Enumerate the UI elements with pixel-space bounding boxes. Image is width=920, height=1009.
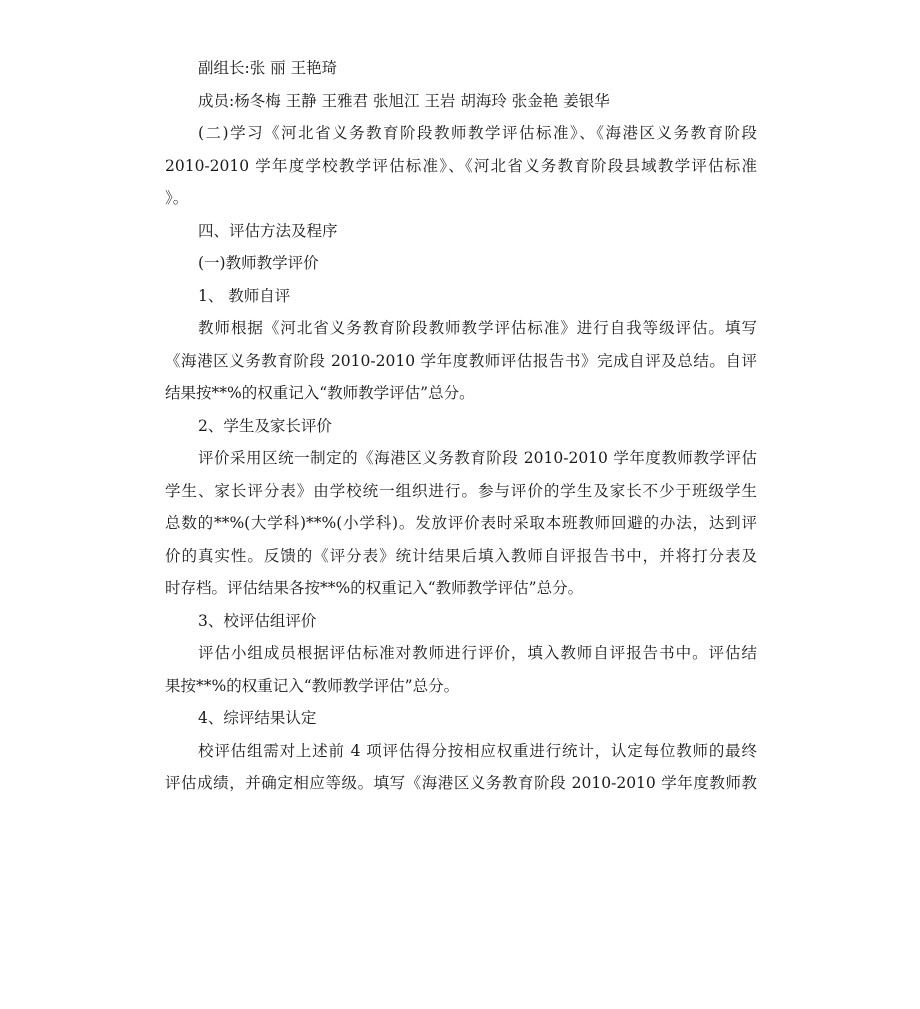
text-line-18: 3、校评估组评价	[198, 611, 317, 630]
text-line-4: 2010-2010 学年度学校教学评估标准》、《河北省义务教育阶段县域教学评估标准	[165, 156, 757, 175]
text-line-17: 时存档。评估结果各按**%的权重记入“教师教学评估”总分。	[165, 579, 584, 597]
text-line-8: 1、 教师自评	[198, 286, 291, 305]
text-line-15: 总数的**%(大学科)**%(小学科)。发放评价表时采取本班教师回避的办法，达到评	[165, 514, 757, 532]
text-line-11: 结果按**%的权重记入“教师教学评估”总分。	[165, 384, 475, 402]
text-line-14: 学生、家长评分表》由学校统一组织进行。参与评价的学生及家长不少于班级学生	[165, 481, 757, 500]
text-line-13: 评价采用区统一制定的《海港区义务教育阶段 2010-2010 学年度教师教学评估	[198, 449, 757, 467]
text-line-9: 教师根据《河北省义务教育阶段教师教学评估标准》进行自我等级评估。填写	[198, 319, 757, 337]
text-line-19: 评估小组成员根据评估标准对教师进行评价，填入教师自评报告书中。评估结	[198, 644, 757, 662]
text-line-12: 2、学生及家长评价	[198, 416, 332, 435]
text-line-1: 副组长:张 丽 王艳琦	[198, 59, 338, 77]
text-line-22: 校评估组需对上述前 4 项评估得分按相应权重进行统计，认定每位教师的最终	[198, 741, 757, 760]
text-line-10: 《海港区义务教育阶段 2010-2010 学年度教师评估报告书》完成自评及总结。自评	[165, 351, 757, 370]
text-line-7: (一)教师教学评价	[198, 254, 319, 272]
text-line-5: 》。	[165, 189, 189, 207]
text-line-20: 果按**%的权重记入“教师教学评估”总分。	[165, 676, 460, 695]
text-line-6: 四、评估方法及程序	[198, 221, 338, 240]
text-line-21: 4、综评结果认定	[198, 709, 317, 727]
text-line-3: (二)学习《河北省义务教育阶段教师教学评估标准》、《海港区义务教育阶段	[198, 124, 757, 142]
document-body	[165, 52, 757, 800]
text-line-23: 评估成绩，并确定相应等级。填写《海港区义务教育阶段 2010-2010 学年度教师教	[165, 774, 757, 792]
text-line-16: 价的真实性。反馈的《评分表》统计结果后填入教师自评报告书中，并将打分表及	[165, 546, 757, 565]
text-line-2: 成员:杨冬梅 王静 王雅君 张旭江 王岩 胡海玲 张金艳 姜银华	[198, 91, 610, 110]
